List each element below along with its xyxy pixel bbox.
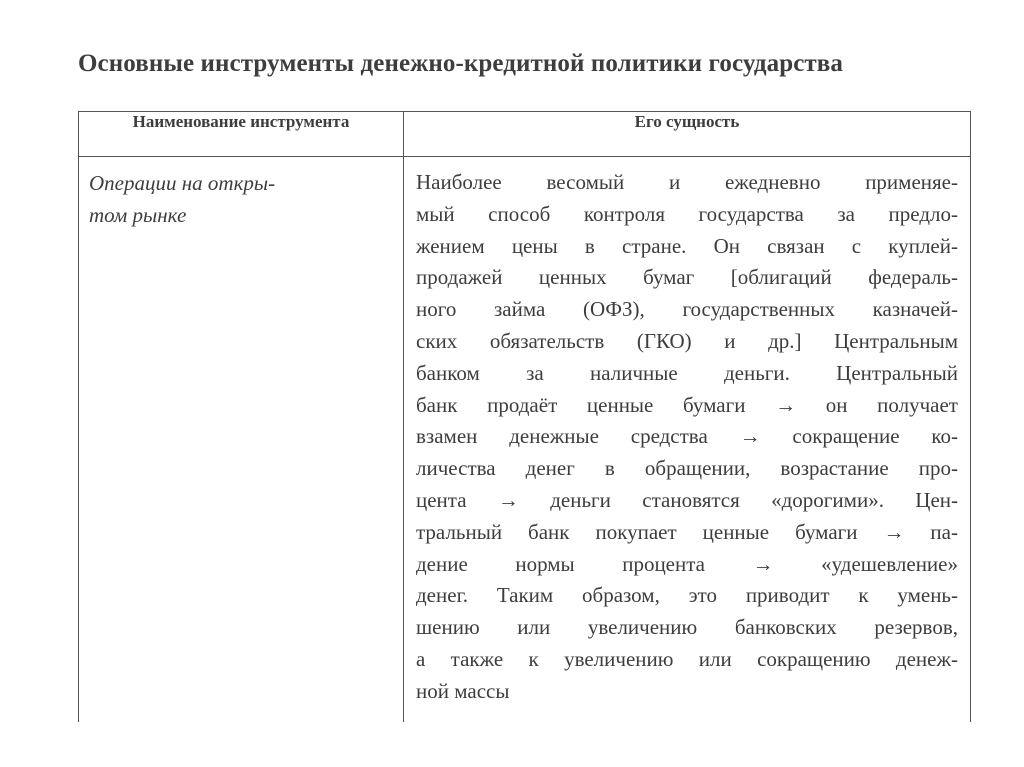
essence-line: денег. Таким образом, это приводит к умень- bbox=[416, 583, 958, 608]
header-essence: Его сущность bbox=[404, 112, 971, 157]
essence-line: Наиболее весомый и ежедневно применяе- bbox=[416, 170, 958, 194]
essence-line: шению или увеличению банковских резервов, bbox=[416, 615, 958, 640]
instrument-name-line: Операции на откры- bbox=[89, 171, 276, 195]
essence-line: тральный банк покупает ценные бумаги → па- bbox=[416, 519, 958, 544]
instrument-name-line: том рынке bbox=[89, 203, 187, 227]
essence-line: ной массы bbox=[416, 678, 510, 703]
essence-line: личества денег в обращении, возрастание про- bbox=[416, 456, 958, 481]
essence-line: взамен денежные средства → сокращение ко- bbox=[416, 424, 958, 449]
document-title: Основные инструменты денежно-кредитной политики государства bbox=[78, 50, 843, 77]
header-instrument-name: Наименование инструмента bbox=[79, 112, 404, 157]
table-row bbox=[79, 157, 971, 723]
essence-line: продажей ценных бумаг [облигаций федераль- bbox=[416, 265, 958, 290]
essence-line: дение нормы процента → «удешевление» bbox=[416, 551, 958, 576]
essence-line: ного займа (ОФЗ), государственных казначей- bbox=[416, 297, 958, 322]
instrument-essence-cell bbox=[404, 157, 971, 723]
instruments-table bbox=[78, 111, 971, 722]
table-header-row bbox=[79, 112, 971, 157]
essence-line: банк продаёт ценные бумаги → он получает bbox=[416, 392, 958, 417]
essence-line: цента → деньги становятся «дорогими». Цен- bbox=[416, 487, 958, 512]
essence-line: банком за наличные деньги. Центральный bbox=[416, 360, 958, 385]
essence-line: жением цены в стране. Он связан с куплей- bbox=[416, 233, 958, 258]
essence-line: мый способ контроля государства за предло- bbox=[416, 201, 958, 226]
instrument-name-cell bbox=[79, 157, 404, 723]
instruments-table-wrapper bbox=[78, 111, 958, 722]
essence-line: а также к увеличению или сокращению денеж- bbox=[416, 646, 958, 671]
essence-line: ских обязательств (ГКО) и др.] Центральным bbox=[416, 328, 958, 353]
